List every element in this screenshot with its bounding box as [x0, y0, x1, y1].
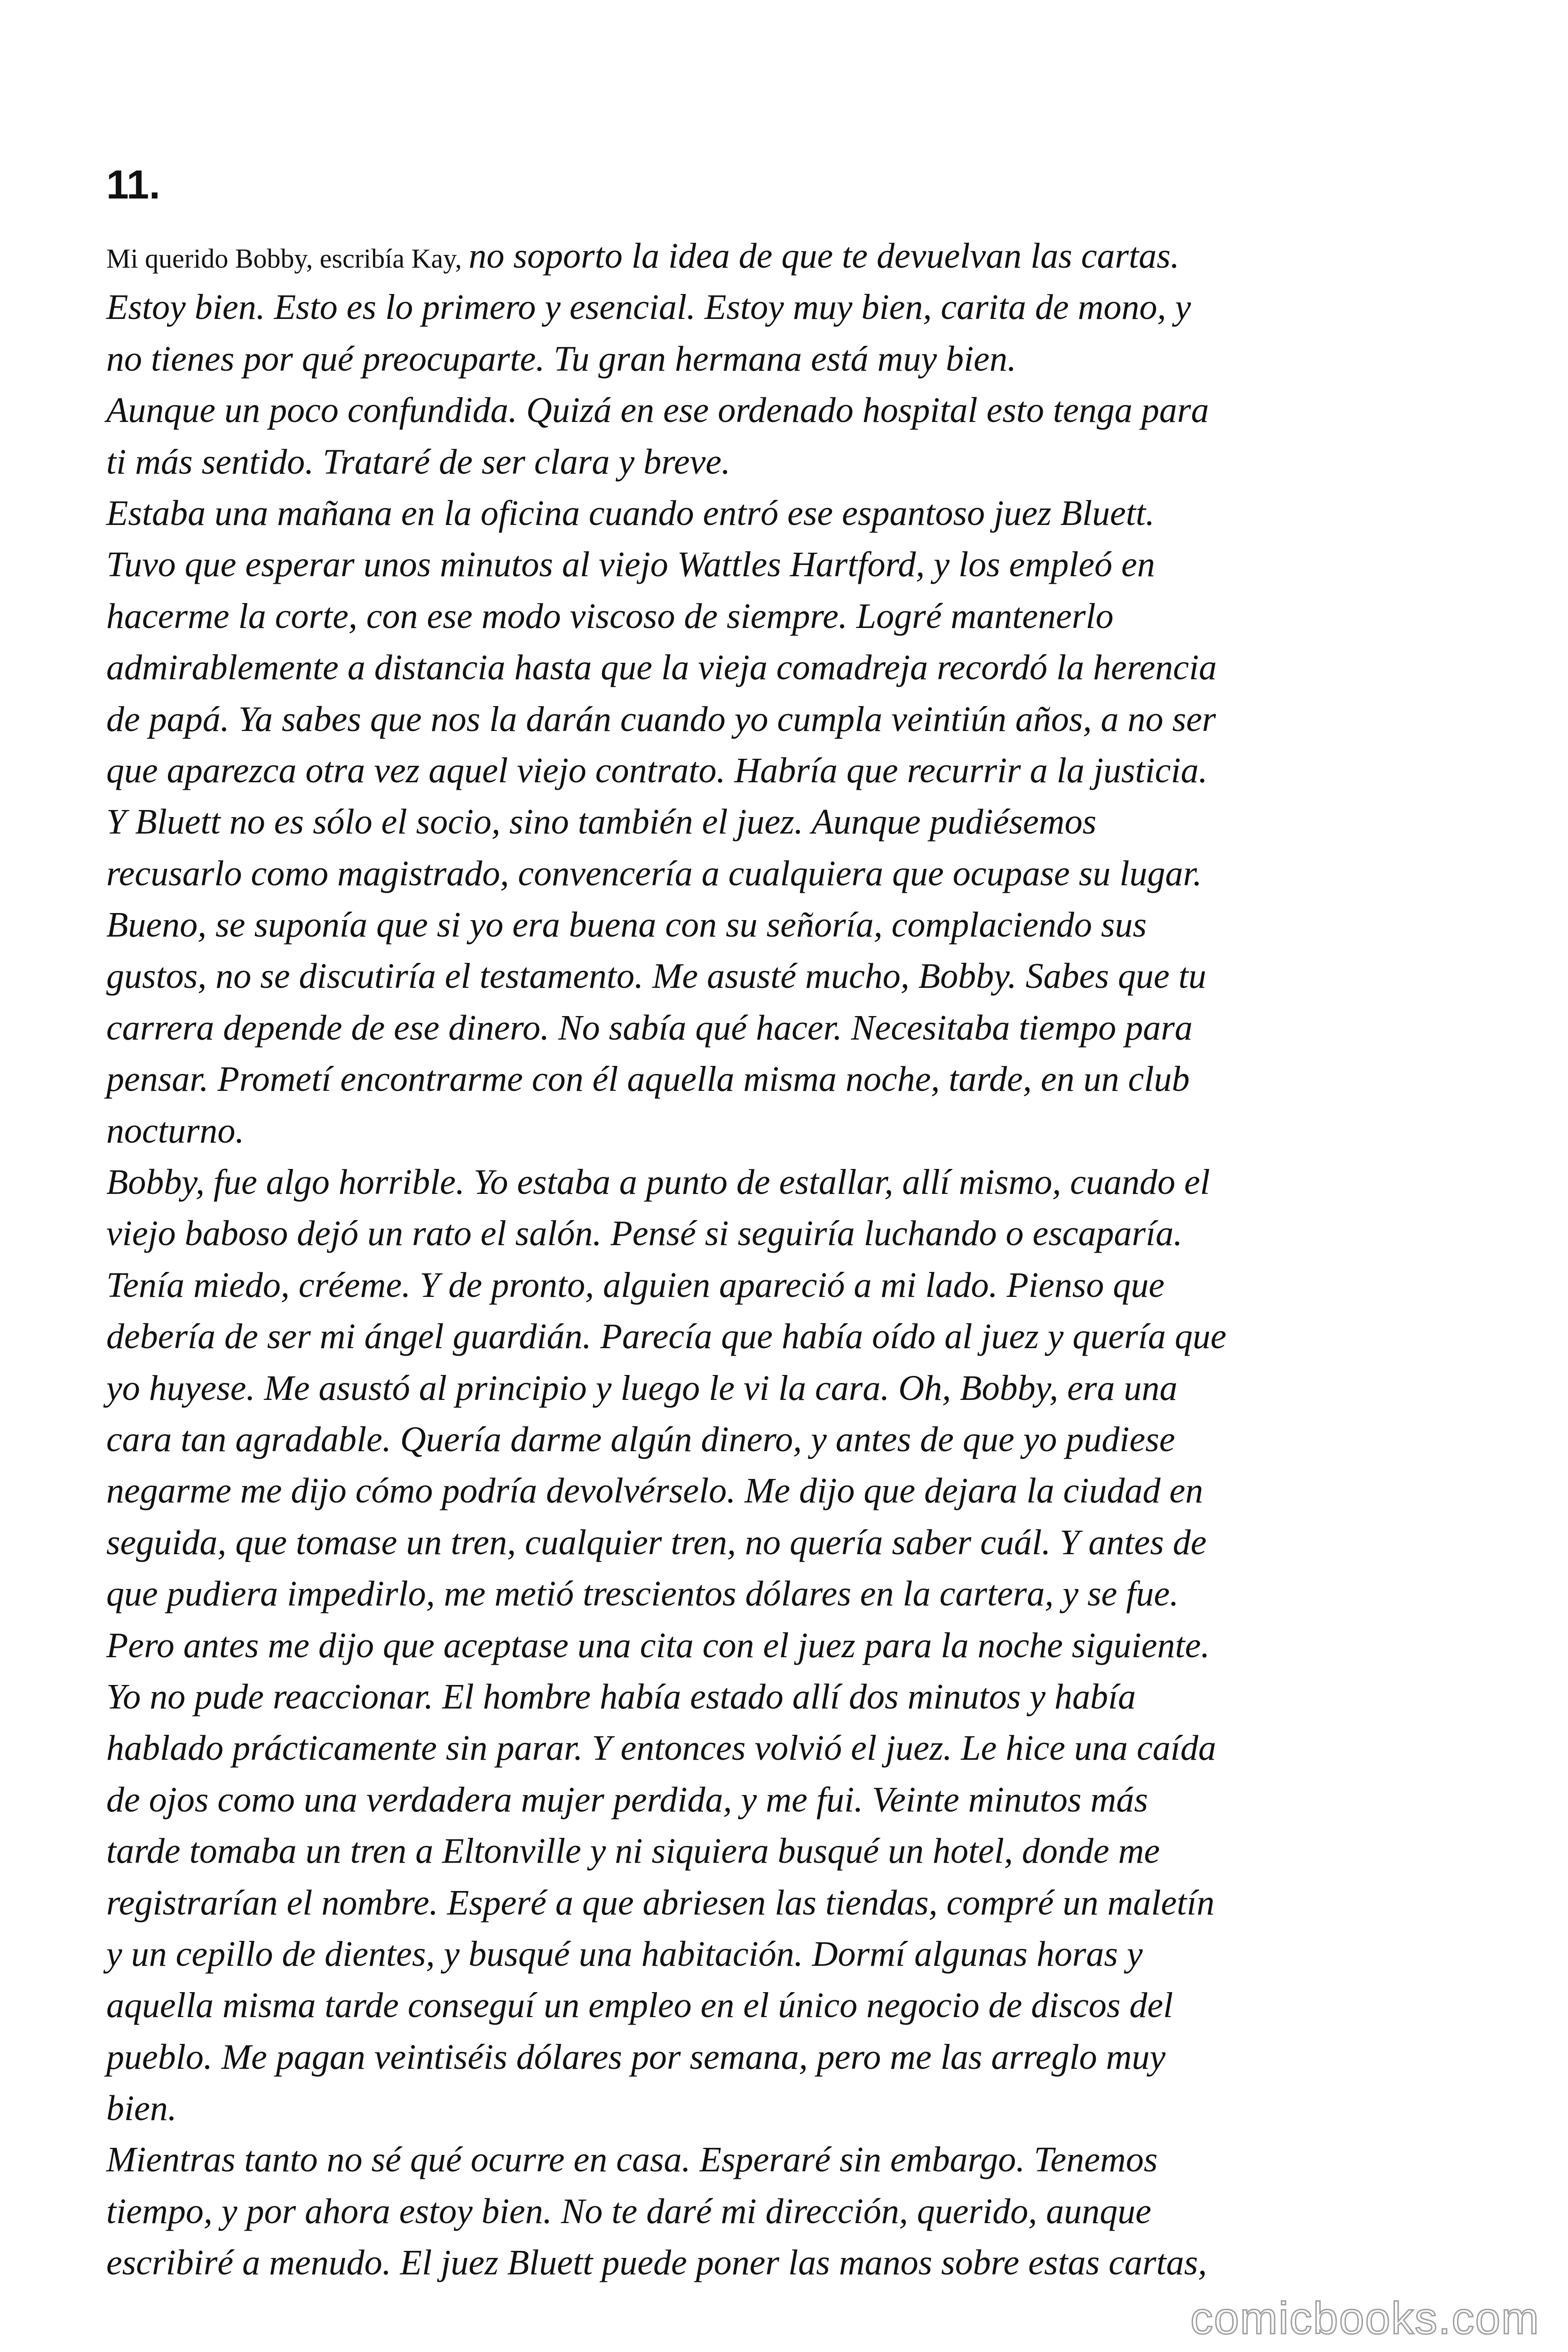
text-line [106, 230, 1470, 282]
text-line: viejo baboso dejó un rato el salón. Pensé si seguiría luchando o escaparía. [106, 1214, 1183, 1254]
text-line: tarde tomaba un tren a Eltonville y ni siquiera busqué un hotel, donde me [106, 1831, 1160, 1871]
text-line: nocturno. [106, 1111, 245, 1151]
text-line: yo huyese. Me asustó al principio y luego le vi la cara. Oh, Bobby, era una [106, 1368, 1178, 1408]
letter-body [106, 230, 1470, 2289]
text-line: Aunque un poco confundida. Quizá en ese ordenado hospital esto tenga para [106, 390, 1209, 430]
text-line-content: no soporto la idea de que te devuelvan las cartas. [468, 236, 1180, 276]
text-line: Tenía miedo, créeme. Y de pronto, alguien apareció a mi lado. Pienso que [106, 1265, 1165, 1305]
site-watermark: comicbooks.com [1190, 2293, 1540, 2344]
text-line: y un cepillo de dientes, y busqué una habitación. Dormí algunas horas y [106, 1934, 1143, 1974]
text-line: Estoy bien. Esto es lo primero y esencial. Estoy muy bien, carita de mono, y [106, 287, 1191, 327]
text-line: Mientras tanto no sé qué ocurre en casa. Esperaré sin embargo. Tenemos [106, 2140, 1158, 2180]
text-line: Y Bluett no es sólo el socio, sino también el juez. Aunque pudiésemos [106, 802, 1097, 842]
text-line: pensar. Prometí encontrarme con él aquella misma noche, tarde, en un club [106, 1059, 1190, 1099]
text-line: Yo no pude reaccionar. El hombre había estado allí dos minutos y había [106, 1677, 1136, 1716]
text-line: bien. [106, 2089, 177, 2129]
text-line: registrarían el nombre. Esperé a que abriesen las tiendas, compré un maletín [106, 1883, 1215, 1923]
chapter-number: 11. [106, 162, 160, 207]
text-line: Bobby, fue algo horrible. Yo estaba a punto de estallar, allí mismo, cuando el [106, 1162, 1210, 1202]
text-line: que pudiera impedirlo, me metió trescientos dólares en la cartera, y se fue. [106, 1574, 1179, 1614]
text-line: carrera depende de ese dinero. No sabía qué hacer. Necesitaba tiempo para [106, 1008, 1193, 1048]
text-line: tiempo, y por ahora estoy bien. No te daré mi dirección, querido, aunque [106, 2191, 1151, 2231]
text-line: admirablemente a distancia hasta que la vieja comadreja recordó la herencia [106, 648, 1217, 688]
text-line: hablado prácticamente sin parar. Y entonces volvió el juez. Le hice una caída [106, 1728, 1216, 1768]
text-line: debería de ser mi ángel guardián. Parecía que había oído al juez y quería que [106, 1317, 1227, 1357]
text-line: hacerme la corte, con ese modo viscoso de siempre. Logré mantenerlo [106, 596, 1114, 636]
text-line: pueblo. Me pagan veintiséis dólares por semana, pero me las arreglo muy [106, 2037, 1166, 2077]
text-line: Tuvo que esperar unos minutos al viejo Wattles Hartford, y los empleó en [106, 545, 1155, 585]
text-line: Pero antes me dijo que aceptase una cita con el juez para la noche siguiente. [106, 1625, 1210, 1665]
text-line: escribiré a menudo. El juez Bluett puede poner las manos sobre estas cartas, [106, 2243, 1207, 2283]
text-line: negarme me dijo cómo podría devolvérselo. Me dijo que dejara la ciudad en [106, 1471, 1204, 1511]
text-line: aquella misma tarde conseguí un empleo en el único negocio de discos del [106, 1986, 1173, 2026]
text-line: cara tan agradable. Quería darme algún dinero, y antes de que yo pudiese [106, 1419, 1175, 1459]
text-line: de ojos como una verdadera mujer perdida, y me fui. Veinte minutos más [106, 1780, 1148, 1820]
text-line: Bueno, se suponía que si yo era buena con su señoría, complaciendo sus [106, 905, 1147, 945]
text-line: seguida, que tomase un tren, cualquier tren, no quería saber cuál. Y antes de [106, 1522, 1207, 1562]
text-line: de papá. Ya sabes que nos la darán cuando yo cumpla veintiún años, a no ser [106, 699, 1216, 739]
text-line: Estaba una mañana en la oficina cuando entró ese espantoso juez Bluett. [106, 493, 1155, 533]
letter-intro: Mi querido Bobby, escribía Kay, [106, 243, 469, 274]
text-line: recusarlo como magistrado, convencería a cualquiera que ocupase su lugar. [106, 853, 1202, 893]
text-line: que aparezca otra vez aquel viejo contrato. Habría que recurrir a la justicia. [106, 750, 1208, 790]
text-line: no tienes por qué preocuparte. Tu gran hermana está muy bien. [106, 339, 1016, 379]
text-line: gustos, no se discutiría el testamento. Me asusté mucho, Bobby. Sabes que tu [106, 956, 1206, 996]
text-line: ti más sentido. Trataré de ser clara y breve. [106, 442, 731, 482]
